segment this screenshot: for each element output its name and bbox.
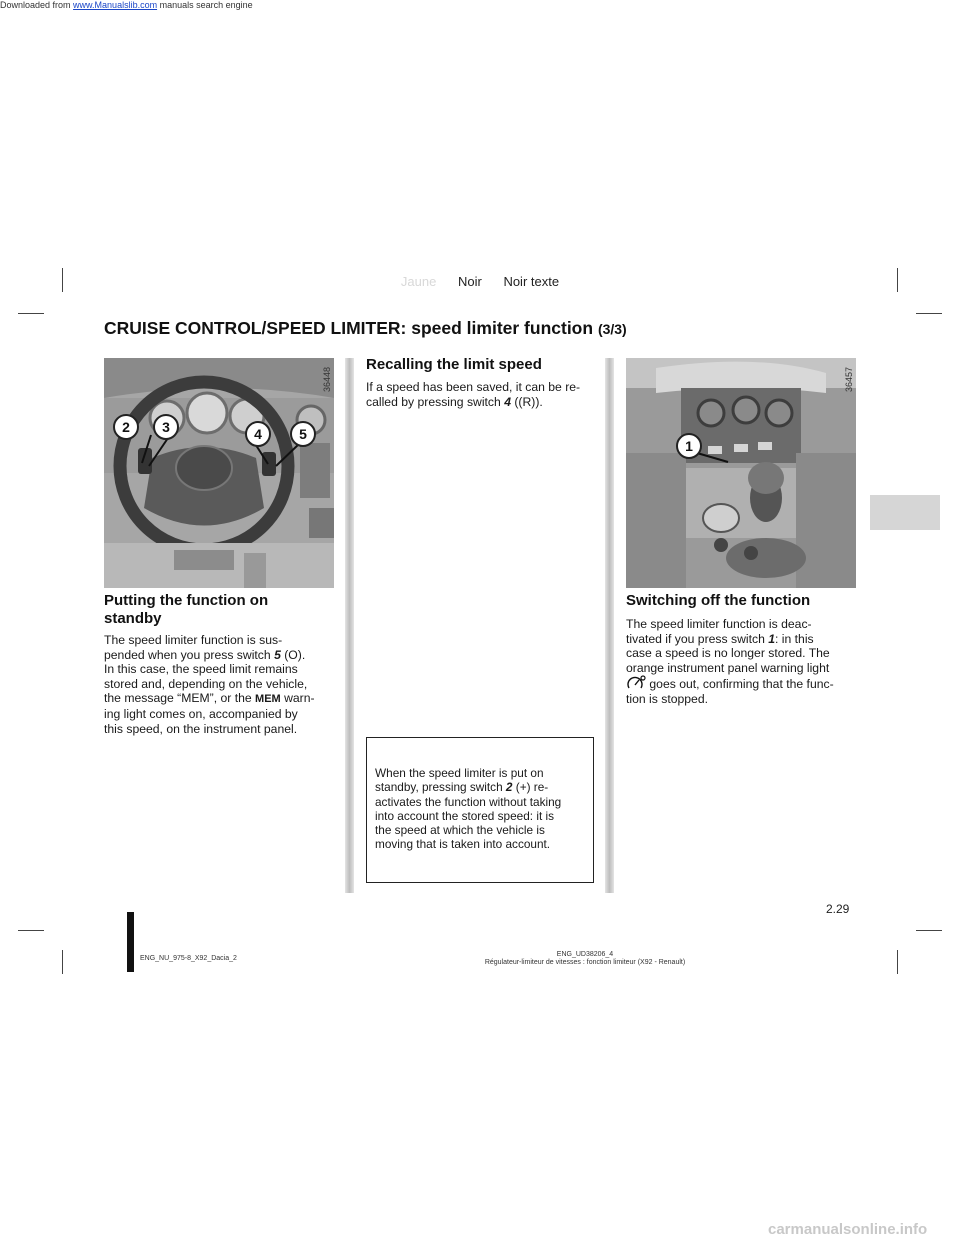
footer-bar [127,912,134,972]
console-illustration [626,358,856,588]
crop-mark [18,313,44,314]
note-text: When the speed limiter is put on standby, pressing switch 2 (+) re- activates the function without taking into account the stored speed: it is the speed at which the vehicle is moving that is taken into account. [375,766,562,852]
callout-3: 3 [153,414,179,440]
standby-heading: Putting the function on standby [104,592,269,627]
standby-text: The speed limiter function is sus- pended when you press switch 5 (O). In this case, the speed limit remains stored and, depending on the vehicle, the message “MEM”, or the MEM warn- ing light comes on, accompanied by this speed, on the instrument panel. [104,633,315,736]
callout-5: 5 [290,421,316,447]
column-separator [345,358,354,893]
note-box [366,737,594,883]
switch-off-text: The speed limiter function is deac- tivated if you press switch 1: in this case a speed is no longer stored. The orange instrument panel warning light goes out, confirming that the func- tion is stopped. [626,617,834,706]
page-title-part: (3/3) [597,321,627,337]
watermark: carmanualsonline.info [768,1221,928,1238]
steering-wheel-illustration [104,358,334,588]
download-banner [0,0,253,10]
column-separator [605,358,614,893]
color-mark-noir-texte: Noir texte [503,274,560,289]
manualslib-link[interactable]: www.Manualslib.com [73,0,158,10]
recall-text: If a speed has been saved, it can be re- called by pressing switch 4 ((R)). [366,380,581,409]
chapter-tab [870,495,940,530]
page-number: 2.29 [826,902,850,916]
speed-limiter-warning-icon [626,675,646,691]
banner-prefix: Downloaded from [0,0,74,10]
crop-mark [916,930,942,931]
crop-mark [916,313,942,314]
banner-suffix: manuals search engine [157,0,253,10]
callout-1: 1 [676,433,702,459]
color-mark-noir: Noir [457,274,482,289]
crop-mark [18,930,44,931]
right-image-ref: 36457 [844,366,854,392]
left-image-ref: 36448 [322,366,332,392]
switch-off-heading: Switching off the function [626,592,811,609]
footer-right: ENG_UD38206_4 Régulateur-limiteur de vitesses : fonction limiteur (X92 - Renault) [484,951,686,966]
color-mark-jaune: Jaune [400,274,437,289]
callout-4: 4 [245,421,271,447]
footer-left: ENG_NU_975-8_X92_Dacia_2 [140,955,237,962]
console-photo [626,358,856,588]
color-marks [0,274,960,289]
crop-mark [62,950,63,974]
callout-2: 2 [113,414,139,440]
crop-mark [897,950,898,974]
page-title [104,318,627,339]
page-title-main: CRUISE CONTROL/SPEED LIMITER: speed limiter function [104,318,598,338]
steering-wheel-photo [104,358,334,588]
recall-heading: Recalling the limit speed [366,356,542,373]
